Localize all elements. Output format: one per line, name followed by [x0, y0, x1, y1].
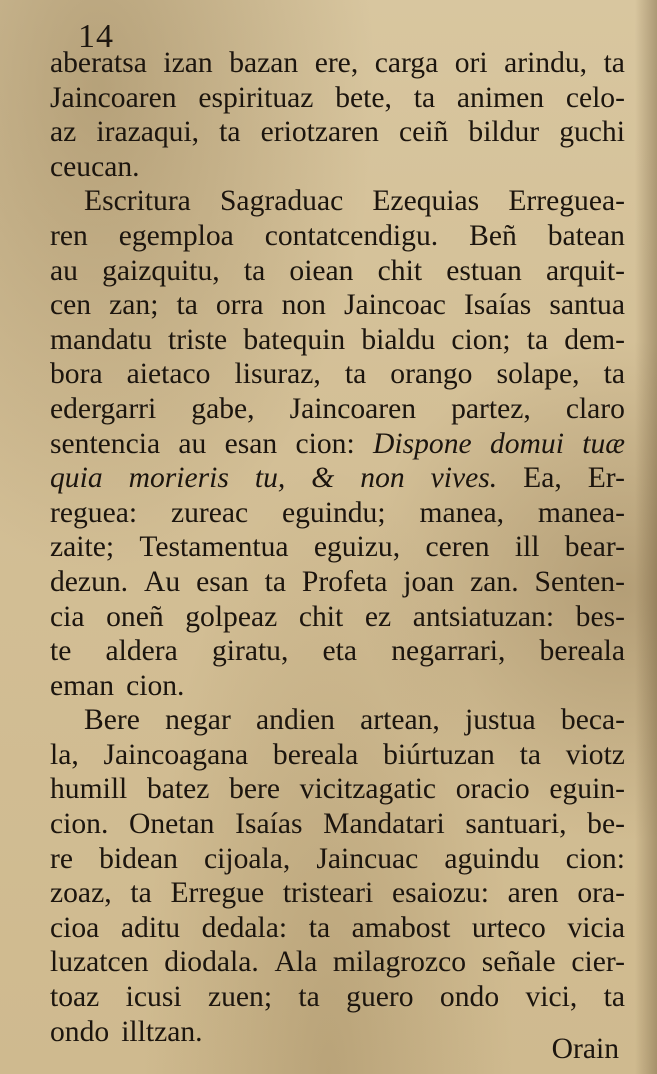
word: non [281, 289, 326, 322]
text-line [50, 1015, 625, 1050]
word: Onetan [129, 808, 215, 841]
text-line [50, 772, 625, 807]
word: eguizu, [313, 531, 401, 564]
word: zureac [170, 496, 249, 529]
word: & [311, 462, 335, 495]
word: aren [507, 877, 559, 910]
word: Sagraduac [219, 185, 344, 218]
word: izan [163, 47, 213, 79]
word: ta [603, 981, 625, 1014]
word: batequin [243, 323, 346, 356]
word: ta [519, 738, 541, 771]
word: ez [364, 600, 392, 633]
word: ta [308, 911, 331, 944]
word: chit [298, 600, 344, 633]
word: dem- [564, 323, 625, 356]
word: au [50, 254, 78, 287]
word: tu, [254, 462, 286, 495]
word: bereala [272, 738, 359, 771]
word: arquit- [546, 254, 625, 287]
word: esan [224, 427, 278, 460]
word: be- [587, 808, 625, 841]
word: ta [219, 116, 241, 149]
word: illtzan. [121, 1015, 203, 1048]
word: ta [526, 323, 549, 356]
word: gabe, [191, 392, 255, 425]
text-line [50, 184, 625, 219]
word: bere [229, 773, 280, 806]
word: humill [50, 773, 128, 806]
page-number: 14 [78, 18, 114, 55]
text-line [50, 357, 625, 392]
word: esaiozu: [391, 877, 489, 910]
word: cion. [50, 808, 109, 841]
word: non [360, 462, 405, 495]
word: señale [481, 946, 556, 979]
word: ta [603, 47, 625, 79]
word: ondo [50, 1015, 110, 1048]
word: espirituaz [198, 81, 314, 114]
word: bear- [564, 531, 625, 564]
word: biúrtuzan [383, 738, 495, 771]
word: dezun. [50, 565, 129, 598]
word: batean [547, 219, 625, 252]
word: negar [165, 704, 231, 737]
word: bazan [229, 47, 299, 79]
word: Jaincuac [316, 842, 419, 875]
word: ceucan. [50, 150, 140, 183]
word: ill [514, 531, 540, 564]
word: Ea, [523, 462, 562, 495]
word: guero [346, 981, 414, 1014]
word: golpeaz [185, 600, 278, 633]
word: luzatcen [50, 946, 149, 979]
text-line [50, 876, 625, 911]
word: triste [168, 323, 228, 356]
word: edergarri [50, 392, 157, 425]
word: cioa [50, 911, 100, 944]
word: vicia [567, 911, 625, 944]
word: manea, [419, 496, 505, 529]
word: cion: [295, 427, 355, 460]
word: cier- [571, 946, 625, 979]
word: cion. [126, 669, 185, 702]
word: cion; [451, 323, 511, 356]
word: orango [390, 358, 473, 391]
word: Profeta [301, 565, 388, 598]
catchword-text: Orain [551, 1033, 619, 1065]
word: cen [50, 289, 92, 322]
text-line [50, 323, 625, 358]
word: aditu [120, 911, 181, 944]
word: la, [50, 738, 79, 771]
word: viotz [565, 738, 625, 771]
word: carga [374, 47, 439, 79]
text-line [50, 634, 625, 669]
word: vici, [525, 981, 578, 1014]
text-line [50, 461, 625, 496]
word: eriotzaren [260, 116, 379, 149]
word: zuen; [207, 981, 273, 1014]
word: ta [130, 877, 152, 910]
word: az [50, 116, 77, 149]
word: bes- [575, 600, 625, 633]
word: artean, [360, 704, 440, 737]
word: eman [50, 669, 115, 702]
word: Isaías [463, 289, 532, 322]
body-text [50, 46, 625, 1049]
word: Ezequias [372, 185, 480, 218]
word: Er- [587, 462, 625, 495]
word: ta [344, 358, 367, 391]
word: ceiñ [399, 116, 449, 149]
word: Jaincoaren [50, 81, 177, 114]
word: esan [196, 565, 249, 598]
word: animen [456, 81, 544, 114]
word: Isaías [235, 808, 303, 841]
word: Senten- [534, 565, 625, 598]
word: te [50, 635, 72, 668]
word: arindu, [504, 47, 588, 79]
word: domui [489, 427, 564, 460]
word: cia [50, 600, 85, 633]
word: bialdu [361, 323, 436, 356]
word: celo- [565, 81, 625, 114]
text-line [50, 842, 625, 877]
word: bidean [99, 842, 178, 875]
word: lisuraz, [234, 358, 321, 391]
word: Ala [274, 946, 318, 979]
word: vives. [430, 462, 498, 495]
word: eguindu; [282, 496, 386, 529]
word: milagrozco [332, 946, 467, 979]
word: mandatu [50, 323, 152, 356]
word: Jaincoac [344, 289, 446, 322]
word: au [178, 427, 207, 460]
word: ere, [314, 47, 359, 79]
word: partez, [451, 392, 531, 425]
text-line [50, 150, 625, 185]
word: bora [50, 358, 103, 391]
text-line [50, 427, 625, 462]
word: morieris [128, 462, 229, 495]
word: bildur [468, 116, 540, 149]
word: oracio [455, 773, 530, 806]
word: aietaco [126, 358, 211, 391]
word: santua [549, 289, 625, 322]
word: tristeari [282, 877, 374, 910]
text-line [50, 530, 625, 565]
word: zaite; [50, 531, 115, 564]
word: ta [298, 981, 320, 1014]
text-line [50, 669, 625, 704]
word: beca- [560, 704, 625, 737]
text-line [50, 600, 625, 635]
word: eta [322, 635, 358, 668]
word: guchi [559, 116, 625, 149]
text-line [50, 945, 625, 980]
word: aldera [105, 635, 178, 668]
word: chit [377, 254, 423, 287]
word: claro [565, 392, 625, 425]
text-line [50, 565, 625, 600]
word: Au [143, 565, 181, 598]
text-line [50, 115, 625, 150]
text-line [50, 703, 625, 738]
word: diodala. [164, 946, 259, 979]
word: ta [243, 254, 266, 287]
word: antsiatuzan: [412, 600, 555, 633]
word: Mandatari [323, 808, 445, 841]
word: justua [465, 704, 536, 737]
word: ta [413, 81, 436, 114]
word: bereala [539, 635, 625, 668]
word: Beñ [469, 219, 517, 252]
word: ta [176, 289, 198, 322]
word: manea- [537, 496, 625, 529]
word: ren [50, 219, 88, 252]
word: batez [146, 773, 210, 806]
word: Jaincoagana [103, 738, 249, 771]
word: zan; [109, 289, 159, 322]
word: joan [403, 565, 455, 598]
word: solape, [496, 358, 580, 391]
text-line [50, 911, 625, 946]
word: ondo [439, 981, 500, 1014]
text-line [50, 496, 625, 531]
word: oiean [289, 254, 354, 287]
word: toaz [50, 981, 100, 1014]
text-line [50, 738, 625, 773]
text-line [50, 46, 625, 81]
catchword [552, 1033, 619, 1066]
word: orra [215, 289, 264, 322]
word: eguin- [549, 773, 625, 806]
word: Escritura [84, 185, 191, 218]
word: giratu, [211, 635, 289, 668]
word: ori [454, 47, 488, 79]
word: urteco [471, 911, 546, 944]
word: ta [264, 565, 286, 598]
word: oneñ [106, 600, 164, 633]
word: ta [603, 358, 625, 391]
word: zoaz, [50, 877, 112, 910]
word: Jaincoaren [289, 392, 417, 425]
word: sentencia [50, 427, 161, 460]
text-line [50, 288, 625, 323]
word: icusi [125, 981, 182, 1014]
text-line [50, 392, 625, 427]
word: Dispone [373, 427, 472, 460]
word: Testamentua [139, 531, 289, 564]
word: Erregue [170, 877, 265, 910]
word: vicitzagatic [299, 773, 437, 806]
text-line [50, 254, 625, 289]
word: quia [50, 462, 103, 495]
word: egemploa [118, 219, 234, 252]
word: cion: [565, 842, 625, 875]
word: dedala: [201, 911, 288, 944]
word: aguindu [444, 842, 540, 875]
word: tuæ [582, 427, 625, 460]
word: cijoala, [204, 842, 291, 875]
word: gaizquitu, [102, 254, 220, 287]
word: Bere [84, 704, 140, 737]
word: amabost [351, 911, 451, 944]
word: reguea: [50, 496, 138, 529]
text-line [50, 807, 625, 842]
word: aberatsa [50, 47, 147, 79]
word: andien [256, 704, 335, 737]
page-edge-shadow [635, 0, 657, 1074]
word: negarrari, [391, 635, 506, 668]
word: ora- [577, 877, 625, 910]
word: contatcendigu. [264, 219, 439, 252]
word: irazaqui, [96, 116, 200, 149]
word: estuan [446, 254, 522, 287]
word: ceren [425, 531, 490, 564]
text-line [50, 219, 625, 254]
text-line [50, 81, 625, 116]
word: Erreguea- [508, 185, 625, 218]
word: bete, [335, 81, 392, 114]
word: santuari, [465, 808, 567, 841]
word: zan. [470, 565, 519, 598]
word: re [50, 842, 73, 875]
text-line [50, 980, 625, 1015]
